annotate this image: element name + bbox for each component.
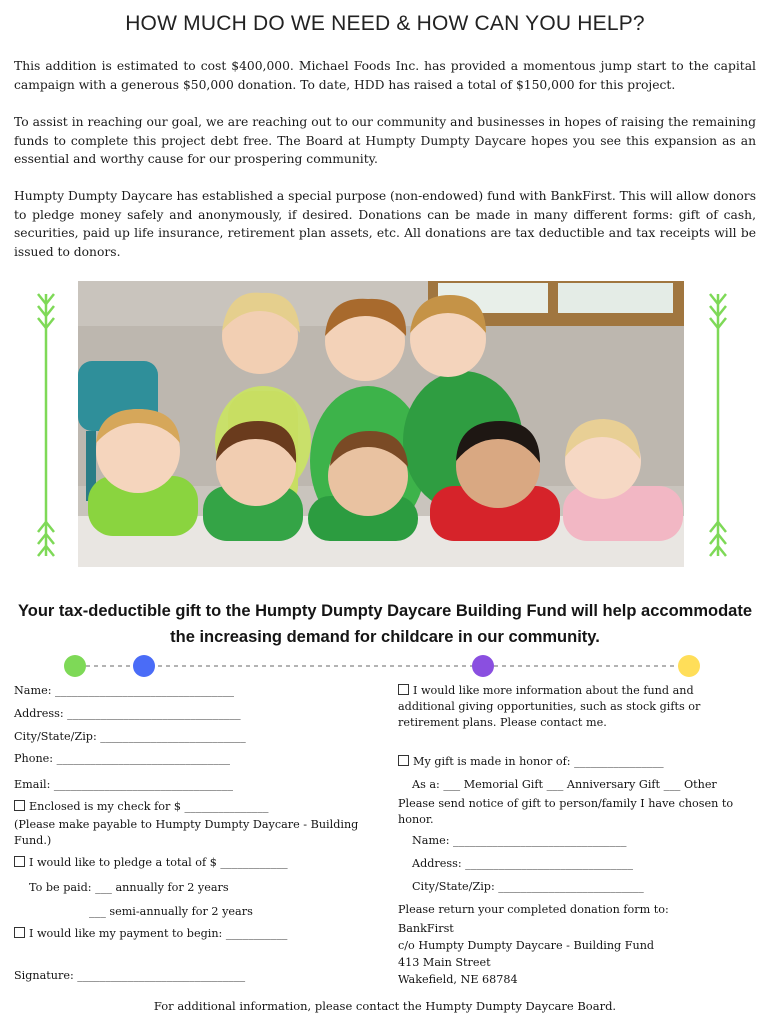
vine-decoration-left [35,290,57,560]
paragraph-goal: To assist in reaching our goal, we are reaching out to our community and businesses in hopes of raising the remaining funds to complete this project debt free. The Board at Humpty Dumpty Daycare hopes you see this expansion as an essential and worthy cause for our prospering community. [14,115,756,166]
vine-decoration-right [707,290,729,560]
gift-type-field[interactable]: As a: ___ Memorial Gift ___ Anniversary Gift ___ Other [412,778,717,791]
phone-field[interactable]: Phone: _______________________________ [14,752,231,765]
pledge-option[interactable] [14,855,288,871]
check-payable-note: (Please make payable to Humpty Dumpty Daycare - Building Fund.) [14,818,359,847]
payment-begin-option[interactable] [14,926,287,942]
footer-contact: For additional information, please contact the Humpty Dumpty Daycare Board. [153,999,617,1013]
children-photo [78,281,684,567]
payment-begin-checkbox[interactable] [14,927,25,938]
dotted-divider [0,651,770,681]
payment-begin-label: I would like my payment to begin: ___________ [29,927,288,940]
return-address-line3: 413 Main Street [398,956,491,969]
blue-dot [133,655,155,677]
more-info-checkbox[interactable] [398,684,409,695]
pledge-label: I would like to pledge a total of $ ____________ [29,856,288,869]
return-address-line4: Wakefield, NE 68784 [398,973,518,986]
return-address-line2: c/o Humpty Dumpty Daycare - Building Fund [398,939,655,952]
fund-headline-line1: Your tax-deductible gift to the Humpty Dumpty Daycare Building Fund will help accommodate [17,602,752,620]
more-info-option[interactable] [398,683,748,731]
check-label: Enclosed is my check for $ _______________ [29,800,269,813]
check-option[interactable] [14,799,268,815]
email-field[interactable]: Email: ________________________________ [14,778,233,791]
return-instructions: Please return your completed donation form to: [398,903,669,916]
paragraph-cost: This addition is estimated to cost $400,000. Michael Foods Inc. has provided a momentous jump start to the capital campaign with a generous $50,000 donation. To date, HDD has raised a total of $150,000 for this project. [14,59,756,92]
honor-label: My gift is made in honor of: ________________ [413,755,664,768]
green-dot [64,655,86,677]
honoree-address-field[interactable]: Address: ______________________________ [412,857,633,870]
signature-field[interactable]: Signature: ______________________________ [14,969,246,982]
fund-headline-line2: the increasing demand for childcare in our community. [170,628,600,646]
return-address-line1: BankFirst [398,922,454,935]
honor-option[interactable] [398,754,664,770]
annual-payment-field[interactable]: To be paid: ___ annually for 2 years [29,881,229,894]
page-title: HOW MUCH DO WE NEED & HOW CAN YOU HELP? [125,12,645,35]
honor-checkbox[interactable] [398,755,409,766]
notice-text: Please send notice of gift to person/family I have chosen to honor. [398,797,734,826]
yellow-dot [678,655,700,677]
honoree-city-field[interactable]: City/State/Zip: __________________________ [412,880,644,893]
address-field[interactable]: Address: _______________________________ [14,707,241,720]
semi-annual-payment-field[interactable]: ___ semi-annually for 2 years [89,905,253,918]
city-state-zip-field[interactable]: City/State/Zip: __________________________ [14,730,246,743]
check-checkbox[interactable] [14,800,25,811]
name-field[interactable]: Name: ________________________________ [14,684,235,697]
fund-headline [0,598,770,650]
pledge-checkbox[interactable] [14,856,25,867]
paragraph-fund: Humpty Dumpty Daycare has established a special purpose (non-endowed) fund with BankFirst. This will allow donors to pledge money safely and anonymously, if desired. Donations can be made in many different forms: gift of cash, securities, paid up life insurance, retirement plan assets, etc. All donations are tax deductible and tax receipts will be issued to donors. [14,189,756,259]
more-info-label: I would like more information about the fund and additional giving opportunities, such as stock gifts or retirement plans. Please contact me. [398,684,701,729]
purple-dot [472,655,494,677]
honoree-name-field[interactable]: Name: _______________________________ [412,834,627,847]
